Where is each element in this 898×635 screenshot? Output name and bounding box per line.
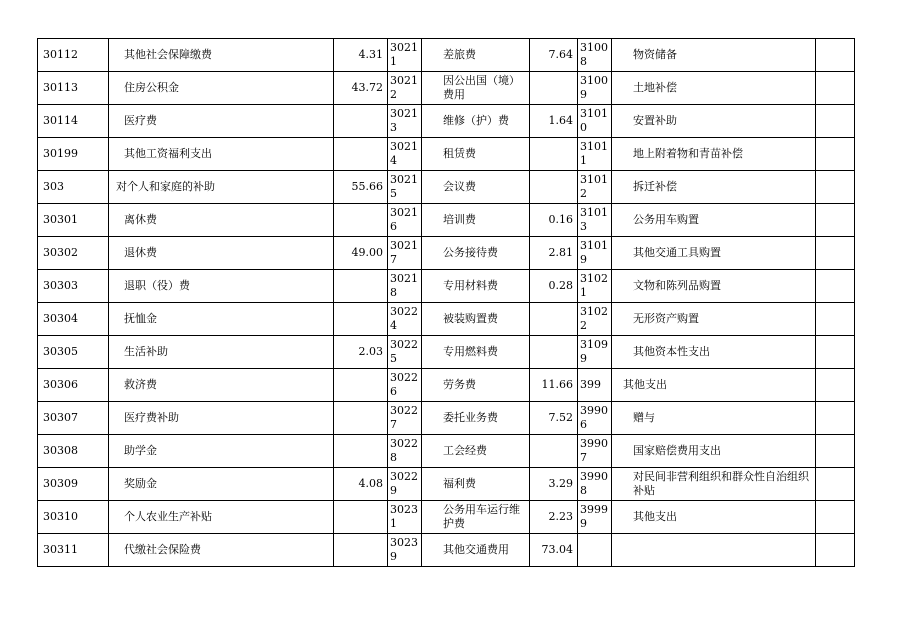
amount-cell	[530, 72, 578, 105]
amount-cell: 3.29	[530, 468, 578, 501]
amount-cell	[816, 534, 855, 567]
item-name: 土地补偿	[633, 81, 677, 94]
item-name: 离休费	[124, 213, 157, 226]
code-cell: 30310	[38, 501, 109, 534]
code-cell: 30306	[38, 369, 109, 402]
amount-cell	[334, 369, 388, 402]
item-name-cell	[612, 501, 816, 534]
table-row	[38, 336, 855, 369]
amount-cell: 7.52	[530, 402, 578, 435]
item-name-cell	[422, 468, 530, 501]
amount-cell: 2.03	[334, 336, 388, 369]
amount-cell: 2.81	[530, 237, 578, 270]
amount-cell	[816, 270, 855, 303]
table-row	[38, 402, 855, 435]
amount-cell: 2.23	[530, 501, 578, 534]
code-cell: 30304	[38, 303, 109, 336]
code-cell: 30112	[38, 39, 109, 72]
table-row	[38, 468, 855, 501]
amount-cell	[334, 138, 388, 171]
amount-cell	[530, 303, 578, 336]
code-cell: 30228	[388, 435, 422, 468]
amount-cell: 55.66	[334, 171, 388, 204]
amount-cell	[816, 237, 855, 270]
item-name-cell	[612, 303, 816, 336]
item-name: 退职（役）费	[124, 279, 190, 292]
item-name: 拆迁补偿	[633, 180, 677, 193]
amount-cell	[530, 138, 578, 171]
code-cell: 31021	[578, 270, 612, 303]
item-name-cell	[422, 303, 530, 336]
item-name-cell	[422, 39, 530, 72]
code-cell: 30216	[388, 204, 422, 237]
item-name: 其他工资福利支出	[124, 147, 212, 160]
item-name: 文物和陈列品购置	[633, 279, 721, 292]
item-name-cell	[422, 534, 530, 567]
amount-cell	[816, 39, 855, 72]
item-name-cell	[612, 72, 816, 105]
amount-cell: 0.28	[530, 270, 578, 303]
item-name-cell	[612, 237, 816, 270]
code-cell: 30303	[38, 270, 109, 303]
item-name-cell	[612, 204, 816, 237]
table-row	[38, 39, 855, 72]
amount-cell	[816, 138, 855, 171]
amount-cell	[816, 501, 855, 534]
item-name-cell	[612, 336, 816, 369]
item-name: 住房公积金	[124, 81, 179, 94]
code-cell: 30305	[38, 336, 109, 369]
item-name-cell	[109, 534, 334, 567]
amount-cell	[816, 204, 855, 237]
code-cell: 30214	[388, 138, 422, 171]
item-name-cell	[109, 72, 334, 105]
amount-cell: 1.64	[530, 105, 578, 138]
item-name: 公务用车购置	[633, 213, 699, 226]
code-cell: 31010	[578, 105, 612, 138]
item-name: 租赁费	[443, 147, 476, 160]
table-row	[38, 237, 855, 270]
item-name-cell	[422, 501, 530, 534]
code-cell: 30226	[388, 369, 422, 402]
item-name-cell	[422, 72, 530, 105]
code-cell: 31019	[578, 237, 612, 270]
code-cell: 30213	[388, 105, 422, 138]
code-cell: 30218	[388, 270, 422, 303]
item-name: 医疗费补助	[124, 411, 179, 424]
amount-cell	[816, 435, 855, 468]
amount-cell	[816, 303, 855, 336]
item-name-cell	[612, 39, 816, 72]
item-name: 专用燃料费	[443, 345, 498, 358]
code-cell: 39907	[578, 435, 612, 468]
item-name: 其他社会保障缴费	[124, 48, 212, 61]
code-cell: 31008	[578, 39, 612, 72]
item-name: 其他支出	[623, 378, 667, 391]
item-name: 地上附着物和青苗补偿	[633, 147, 743, 160]
amount-cell: 4.31	[334, 39, 388, 72]
amount-cell	[334, 435, 388, 468]
item-name: 公务接待费	[443, 246, 498, 259]
code-cell: 30308	[38, 435, 109, 468]
item-name: 差旅费	[443, 48, 476, 61]
item-name: 个人农业生产补贴	[124, 510, 212, 523]
item-name: 对民间非营利组织和群众性自治组织补贴	[633, 470, 809, 497]
table-row	[38, 369, 855, 402]
code-cell: 30301	[38, 204, 109, 237]
item-name-cell	[612, 468, 816, 501]
code-cell: 30227	[388, 402, 422, 435]
item-name-cell	[612, 402, 816, 435]
item-name: 安置补助	[633, 114, 677, 127]
code-cell: 30229	[388, 468, 422, 501]
amount-cell: 11.66	[530, 369, 578, 402]
code-cell: 30114	[38, 105, 109, 138]
item-name-cell	[109, 39, 334, 72]
table-row	[38, 105, 855, 138]
amount-cell: 0.16	[530, 204, 578, 237]
code-cell: 399	[578, 369, 612, 402]
code-cell: 30211	[388, 39, 422, 72]
item-name-cell	[109, 204, 334, 237]
item-name: 培训费	[443, 213, 476, 226]
amount-cell	[334, 204, 388, 237]
amount-cell: 43.72	[334, 72, 388, 105]
item-name: 委托业务费	[443, 411, 498, 424]
item-name: 公务用车运行维护费	[443, 503, 520, 530]
item-name-cell	[109, 501, 334, 534]
amount-cell	[530, 336, 578, 369]
item-name-cell	[109, 468, 334, 501]
expenditure-table	[37, 38, 855, 567]
item-name-cell	[422, 270, 530, 303]
code-cell: 30302	[38, 237, 109, 270]
amount-cell	[530, 435, 578, 468]
item-name-cell	[612, 171, 816, 204]
code-cell: 31011	[578, 138, 612, 171]
item-name: 医疗费	[124, 114, 157, 127]
item-name: 其他支出	[633, 510, 677, 523]
amount-cell	[816, 369, 855, 402]
item-name-cell	[109, 138, 334, 171]
item-name: 奖励金	[124, 477, 157, 490]
code-cell: 30199	[38, 138, 109, 171]
item-name-cell	[612, 138, 816, 171]
code-cell: 30231	[388, 501, 422, 534]
code-cell: 30225	[388, 336, 422, 369]
table-row	[38, 303, 855, 336]
code-cell: 31012	[578, 171, 612, 204]
code-cell: 31099	[578, 336, 612, 369]
amount-cell: 49.00	[334, 237, 388, 270]
item-name-cell	[109, 435, 334, 468]
item-name-cell	[422, 369, 530, 402]
item-name-cell	[612, 270, 816, 303]
item-name-cell	[422, 138, 530, 171]
table-body	[38, 39, 855, 567]
code-cell: 30307	[38, 402, 109, 435]
item-name: 救济费	[124, 378, 157, 391]
table-row	[38, 501, 855, 534]
item-name-cell	[612, 435, 816, 468]
item-name-cell	[109, 369, 334, 402]
code-cell: 30239	[388, 534, 422, 567]
item-name: 无形资产购置	[633, 312, 699, 325]
amount-cell	[816, 171, 855, 204]
item-name: 其他交通工具购置	[633, 246, 721, 259]
item-name: 福利费	[443, 477, 476, 490]
item-name-cell	[422, 435, 530, 468]
amount-cell: 7.64	[530, 39, 578, 72]
item-name-cell	[422, 336, 530, 369]
code-cell	[578, 534, 612, 567]
item-name: 会议费	[443, 180, 476, 193]
item-name: 被装购置费	[443, 312, 498, 325]
item-name-cell	[109, 237, 334, 270]
amount-cell	[334, 270, 388, 303]
table-row	[38, 270, 855, 303]
code-cell: 30113	[38, 72, 109, 105]
item-name-cell	[612, 534, 816, 567]
amount-cell	[816, 336, 855, 369]
code-cell: 31009	[578, 72, 612, 105]
item-name-cell	[422, 402, 530, 435]
table-row	[38, 534, 855, 567]
item-name: 生活补助	[124, 345, 168, 358]
code-cell: 39908	[578, 468, 612, 501]
table-row	[38, 435, 855, 468]
item-name: 退休费	[124, 246, 157, 259]
code-cell: 30217	[388, 237, 422, 270]
code-cell: 31013	[578, 204, 612, 237]
amount-cell	[334, 303, 388, 336]
amount-cell	[530, 171, 578, 204]
code-cell: 303	[38, 171, 109, 204]
item-name-cell	[612, 369, 816, 402]
item-name: 对个人和家庭的补助	[116, 180, 215, 193]
amount-cell: 73.04	[530, 534, 578, 567]
amount-cell	[816, 105, 855, 138]
item-name: 抚恤金	[124, 312, 157, 325]
code-cell: 30224	[388, 303, 422, 336]
item-name: 工会经费	[443, 444, 487, 457]
code-cell: 30311	[38, 534, 109, 567]
code-cell: 30309	[38, 468, 109, 501]
item-name: 维修（护）费	[443, 114, 509, 127]
table-row	[38, 171, 855, 204]
item-name: 因公出国（境）费用	[443, 74, 520, 101]
item-name-cell	[422, 204, 530, 237]
table-row	[38, 204, 855, 237]
item-name-cell	[422, 105, 530, 138]
item-name-cell	[109, 336, 334, 369]
amount-cell	[334, 501, 388, 534]
item-name: 专用材料费	[443, 279, 498, 292]
amount-cell	[334, 534, 388, 567]
item-name-cell	[422, 237, 530, 270]
amount-cell: 4.08	[334, 468, 388, 501]
item-name: 其他交通费用	[443, 543, 509, 556]
item-name-cell	[109, 171, 334, 204]
item-name: 劳务费	[443, 378, 476, 391]
item-name-cell	[109, 303, 334, 336]
amount-cell	[816, 72, 855, 105]
table-row	[38, 72, 855, 105]
item-name: 助学金	[124, 444, 157, 457]
code-cell: 30212	[388, 72, 422, 105]
item-name: 代缴社会保险费	[124, 543, 201, 556]
amount-cell	[816, 402, 855, 435]
item-name: 其他资本性支出	[633, 345, 710, 358]
item-name: 物资储备	[633, 48, 677, 61]
item-name-cell	[612, 105, 816, 138]
amount-cell	[334, 402, 388, 435]
amount-cell	[334, 105, 388, 138]
item-name-cell	[109, 105, 334, 138]
code-cell: 39906	[578, 402, 612, 435]
code-cell: 30215	[388, 171, 422, 204]
code-cell: 39999	[578, 501, 612, 534]
item-name: 赠与	[633, 411, 655, 424]
amount-cell	[816, 468, 855, 501]
item-name-cell	[109, 402, 334, 435]
item-name-cell	[109, 270, 334, 303]
code-cell: 31022	[578, 303, 612, 336]
item-name: 国家赔偿费用支出	[633, 444, 721, 457]
item-name-cell	[422, 171, 530, 204]
table-row	[38, 138, 855, 171]
